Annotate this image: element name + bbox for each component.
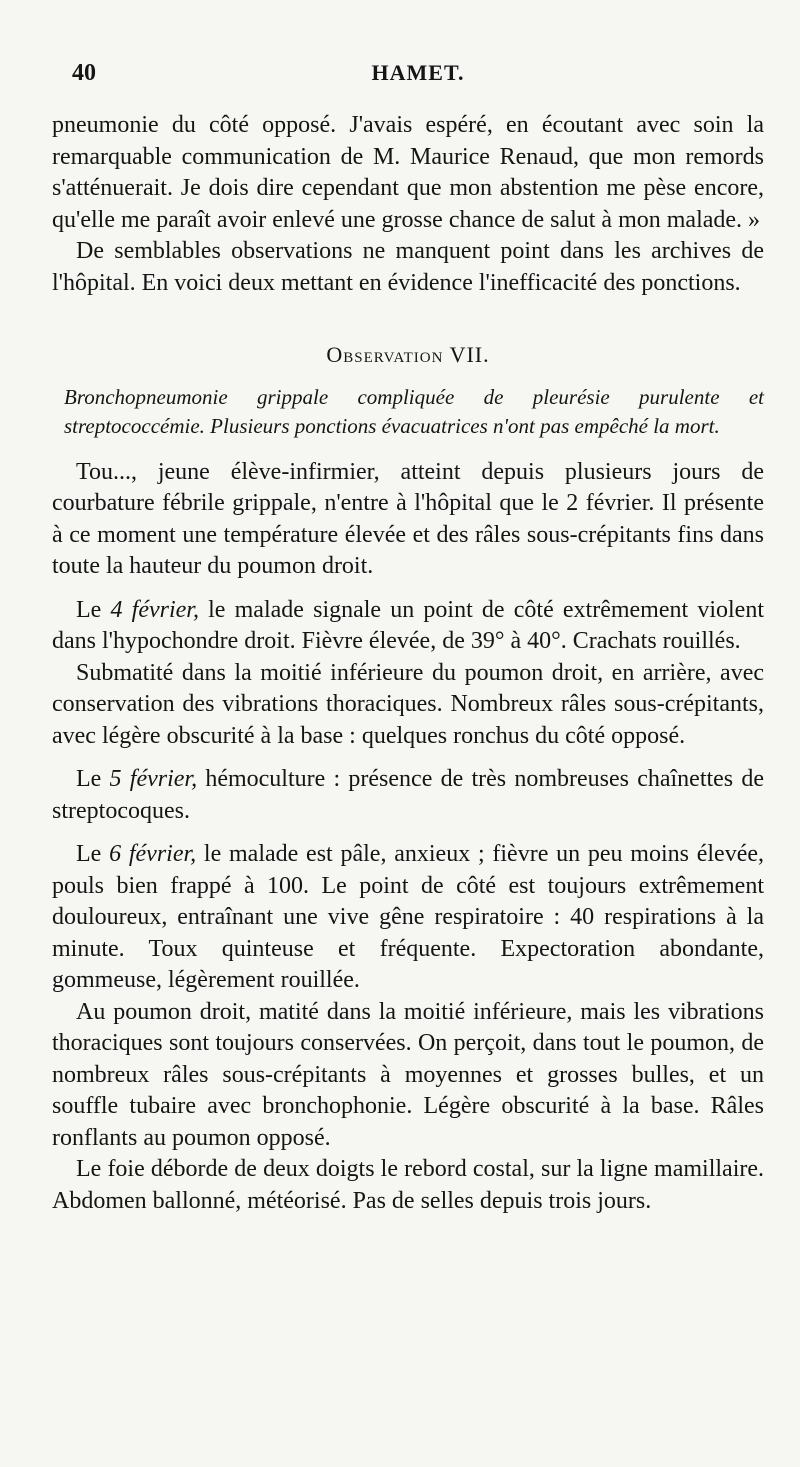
case-date: 6 février, [109, 841, 197, 867]
case-paragraph [52, 595, 764, 658]
case-date: 5 février, [109, 766, 198, 792]
case-text: hémoculture : présence de très nombreuses chaînettes de streptocoques. [52, 766, 765, 824]
case-date: 4 février, [110, 596, 199, 623]
date-lead: Le [76, 841, 102, 867]
observation-title-text: Observation VII. [326, 342, 490, 367]
case-paragraph: Submatité dans la moitié inférieure du poumon droit, en arrière, avec conservation des vibrations thoraciques. Nombreux râles sous-crépitants, avec légère obscurité à la base : quelques ronchus du côté opposé. [52, 659, 764, 749]
case-paragraph: Le foie déborde de deux doigts le rebord costal, sur la ligne mamillaire. Abdomen ballonné, météorisé. Pas de selles depuis trois jours. [52, 1156, 764, 1214]
page-header [72, 60, 764, 100]
page-number: 40 [72, 60, 96, 86]
case-paragraph: Au poumon droit, matité dans la moitié inférieure, mais les vibrations thoraciques sont toujours conservées. On perçoit, dans tout le poumon, de nombreux râles sous-crépitants à moyennes et grosses bulles, et un souffle tubaire avec bronchophonie. Légère obscurité à la base. Râles ronflants au poumon opposé. [52, 998, 764, 1151]
body-paragraph: pneumonie du côté opposé. J'avais espéré, en écoutant avec soin la remarquable communication de M. Maurice Renaud, que mon remords s'atténuerait. Je dois dire cependant que mon abstention me pèse encore, qu'elle me paraît avoir enlevé une grosse chance de salut à mon malade. » [52, 112, 764, 233]
date-lead: Le [76, 766, 102, 792]
date-lead: Le [76, 596, 102, 623]
case-paragraph: Tou..., jeune élève-infirmier, atteint depuis plusieurs jours de courbature fébrile grippale, n'entre à l'hôpital que le 2 février. Il présente à ce moment une température élevée et des râles sous-crépitants fins dans toute la hauteur du poumon droit. [52, 458, 764, 579]
case-text: le malade signale un point de côté extrêmement violent dans l'hypochondre droit. Fièvre élevée, de 39° à 40°. Crachats rouillés. [52, 596, 764, 654]
observation-subtitle: Bronchopneumonie grippale compliquée de pleurésie purulente et streptococcémie. Plusieurs ponctions évacuatrices n'ont pas empêché la mort. [64, 384, 764, 438]
case-text: le malade est pâle, anxieux ; fièvre un peu moins élevée, pouls bien frappé à 100. Le point de côté est toujours extrêmement douloureux, entraînant une vive gêne respiratoire : 40 respirations à la minute. Toux quinteuse et fréquente. Expectoration abondante, gommeuse, légèrement rouillée. [52, 841, 765, 993]
running-head: HAMET. [371, 60, 465, 85]
page-body [52, 110, 764, 1217]
case-paragraph [52, 839, 764, 997]
case-paragraph [52, 764, 764, 827]
body-paragraph: De semblables observations ne manquent point dans les archives de l'hôpital. En voici deux mettant en évidence l'inefficacité des ponctions. [52, 238, 764, 296]
observation-title [52, 339, 764, 371]
